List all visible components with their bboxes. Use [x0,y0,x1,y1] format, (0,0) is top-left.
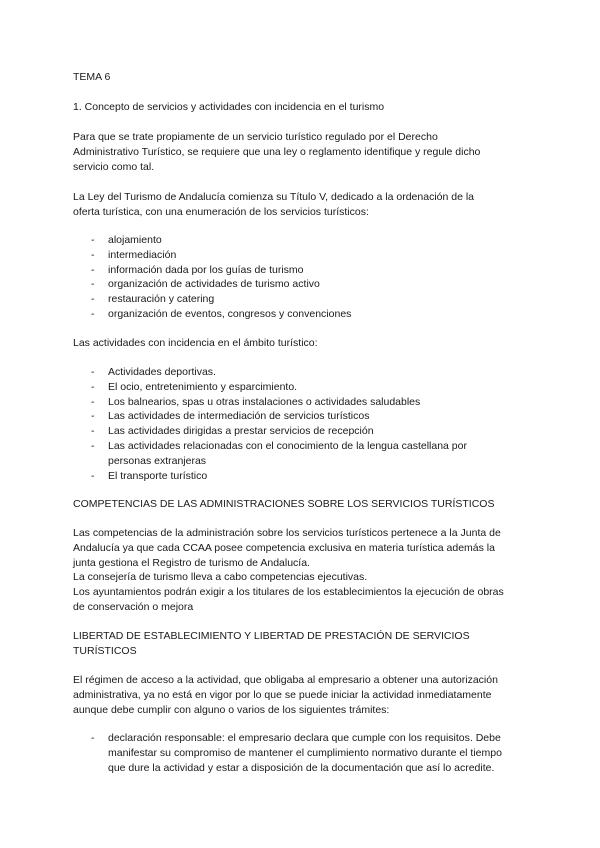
list-item: - Actividades deportivas. [91,366,216,378]
list-item: - Las actividades relacionadas con el conocimiento de la lengua castellana por personas extranjeras [91,439,467,467]
paragraph-actividades: Las actividades con incidencia en el ámbito turístico: [73,337,318,349]
text-line: Para que se trate propiamente de un servicio turístico regulado por el Derecho [73,131,438,143]
list-tramites [91,731,541,775]
text-line: La consejería de turismo lleva a cabo competencias ejecutivas. [73,571,368,584]
text-line: Administrativo Turístico, se requiere que una ley o reglamento identifique y regule dicho [73,145,481,158]
list-item: - información dada por los guías de turismo [91,263,304,276]
paragraph-competencias [73,526,543,615]
list-actividades-incidencia [91,365,531,483]
doc-title: TEMA 6 [73,71,111,83]
list-item: - intermediación [91,248,177,261]
list-item: - declaración responsable: el empresario declara que cumple con los requisitos. Debe manifestar su compromiso de mantener el cumplimiento normativo durante el tiempo que dure la actividad y estar a disposición de la documentación que así lo acredite. [91,732,502,774]
text-line: TURÍSTICOS [73,644,137,657]
text-line: administrativa, ya no está en vigor por lo que se puede iniciar la actividad inmediatamente [73,688,492,701]
list-item: - organización de eventos, congresos y convenciones [91,307,352,320]
list-item: - alojamiento [91,234,162,246]
list-servicios-turisticos [91,233,531,322]
section1-heading: 1. Concepto de servicios y actividades con incidencia en el turismo [73,101,385,113]
list-item: - restauración y catering [91,293,215,306]
paragraph-definition [73,130,533,174]
paragraph-ley-turismo [73,190,533,220]
text-line: servicio como tal. [73,160,155,173]
text-line: Andalucía ya que cada CCAA posee competencia exclusiva en materia turística además la [73,541,495,554]
text-line: aunque debe cumplir con alguno o varios de los siguientes trámites: [73,703,390,716]
text-line: LIBERTAD DE ESTABLECIMIENTO Y LIBERTAD DE PRESTACIÓN DE SERVICIOS [73,630,470,642]
paragraph-regimen [73,673,543,717]
heading-competencias: COMPETENCIAS DE LAS ADMINISTRACIONES SOBRE LOS SERVICIOS TURÍSTICOS [73,498,495,510]
list-item: - Las actividades dirigidas a prestar servicios de recepción [91,425,374,438]
list-item: - El ocio, entretenimiento y esparcimiento. [91,380,298,393]
list-item: - El transporte turístico [91,469,208,482]
text-line: El régimen de acceso a la actividad, que obligaba al empresario a obtener una autorización [73,674,498,686]
text-line: oferta turística, con una enumeración de los servicios turísticos: [73,205,369,218]
text-line: Los ayuntamientos podrán exigir a los titulares de los establecimientos la ejecución de obras [73,586,504,599]
list-item: - Las actividades de intermediación de servicios turísticos [91,410,370,423]
text-line: junta gestiona el Registro de turismo de Andalucía. [73,556,310,569]
list-item: - organización de actividades de turismo activo [91,278,320,291]
list-item: - Los balnearios, spas u otras instalaciones o actividades saludables [91,395,421,408]
text-line: de conservación o mejora [73,600,194,613]
heading-libertad [73,629,533,659]
text-line: La Ley del Turismo de Andalucía comienza su Título V, dedicado a la ordenación de la [73,191,475,203]
text-line: Las competencias de la administración sobre los servicios turísticos pertenece a la Junta de [73,527,501,539]
